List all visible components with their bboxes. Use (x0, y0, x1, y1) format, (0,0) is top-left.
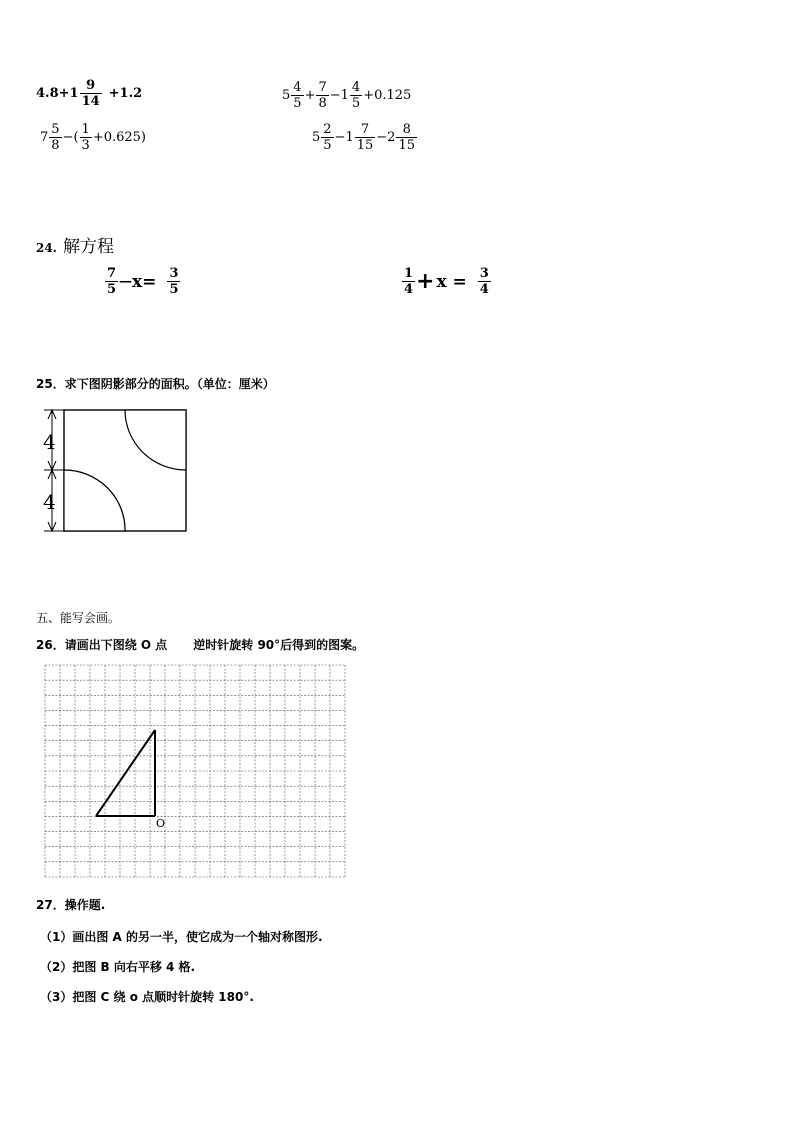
expr1-fraction (80, 78, 102, 109)
fraction (350, 80, 362, 111)
operator: −2 (376, 130, 396, 145)
fraction-numerator: 3 (169, 266, 179, 281)
fraction (80, 122, 92, 153)
fraction-numerator: 4 (293, 80, 302, 95)
rotation-grid (44, 664, 346, 878)
question-27-item-1: （1）画出图 A 的另一半，使它成为一个轴对称图形. (40, 930, 323, 944)
question-title: 解方程 (63, 237, 115, 257)
fraction-numerator: 8 (402, 122, 411, 137)
fraction (355, 122, 376, 153)
operator: −( (62, 130, 79, 145)
fraction-numerator: 4 (351, 80, 361, 95)
question-27-item-2: （2）把图 B 向右平移 4 格. (40, 960, 196, 974)
expression-4 (312, 122, 418, 153)
fraction (105, 266, 118, 297)
fraction-numerator: 5 (51, 122, 60, 137)
whole-number: 7 (40, 130, 49, 145)
fraction-denominator: 8 (51, 138, 60, 153)
fraction-numerator: 7 (360, 122, 370, 137)
dimension-label-bottom: 4 (43, 490, 56, 514)
operator: −1 (329, 88, 349, 103)
whole-number: 5 (282, 88, 291, 103)
expression-3 (40, 122, 146, 153)
fraction (402, 266, 415, 297)
variable-x: x= (132, 271, 157, 292)
fraction-denominator: 15 (356, 138, 374, 153)
question-27-item-3: （3）把图 C 绕 o 点顺时针旋转 180°. (40, 990, 254, 1004)
point-o-label: O (156, 817, 166, 830)
fraction-denominator: 5 (351, 96, 361, 111)
expression-1 (36, 78, 142, 109)
operator: +0.625) (92, 130, 146, 145)
question-number: 24. (36, 241, 57, 255)
fraction-numerator: 7 (318, 80, 327, 95)
question-24-heading (36, 232, 114, 257)
fraction-denominator: 3 (81, 138, 90, 153)
fraction-numerator: 7 (107, 266, 117, 281)
fraction (478, 266, 491, 297)
fraction-denominator: 5 (107, 282, 117, 297)
fraction-denominator: 15 (398, 138, 415, 153)
fraction-denominator: 5 (293, 96, 302, 111)
expression-2 (282, 80, 411, 111)
fraction-denominator: 5 (323, 138, 332, 153)
grid-lines (45, 665, 345, 877)
shaded-area-figure (38, 405, 190, 535)
variable-x: x = (436, 271, 467, 292)
section-5-title: 五、能写会画。 (36, 611, 121, 625)
fraction-numerator: 1 (404, 266, 414, 281)
fraction (316, 80, 328, 111)
question-26-part-b: 逆时针旋转 90°后得到的图案。 (193, 638, 365, 652)
fraction-numerator: 3 (479, 266, 489, 281)
fraction-numerator: 2 (323, 122, 332, 137)
question-26-part-a: 26．请画出下图绕 O 点 (36, 638, 168, 652)
fraction-numerator: 9 (86, 78, 96, 93)
expr1-suffix: +1.2 (108, 86, 143, 101)
whole-number: 5 (312, 130, 321, 145)
fraction-denominator: 8 (318, 96, 327, 111)
operator: — (119, 274, 133, 289)
question-26-text (36, 636, 364, 653)
fraction-denominator: 5 (169, 282, 179, 297)
question-25-text: 25．求下图阴影部分的面积。（单位：厘米） (36, 377, 275, 391)
expr1-prefix: 4.8+1 (36, 86, 79, 101)
fraction (291, 80, 303, 111)
fraction-numerator: 1 (81, 122, 90, 137)
equation-1 (104, 266, 181, 297)
operator: +0.125 (363, 88, 412, 103)
question-27-title: 27．操作题. (36, 898, 106, 912)
operator: −1 (334, 130, 354, 145)
fraction (49, 122, 61, 153)
operator: + (304, 88, 316, 103)
operator: + (416, 269, 435, 294)
fraction (321, 122, 333, 153)
fraction-denominator: 4 (479, 282, 489, 297)
dimension-label-top: 4 (43, 430, 56, 454)
fraction (396, 122, 417, 153)
fraction (167, 266, 180, 297)
fraction-denominator: 14 (81, 94, 100, 109)
fraction-denominator: 4 (404, 282, 414, 297)
equation-2 (401, 266, 492, 297)
